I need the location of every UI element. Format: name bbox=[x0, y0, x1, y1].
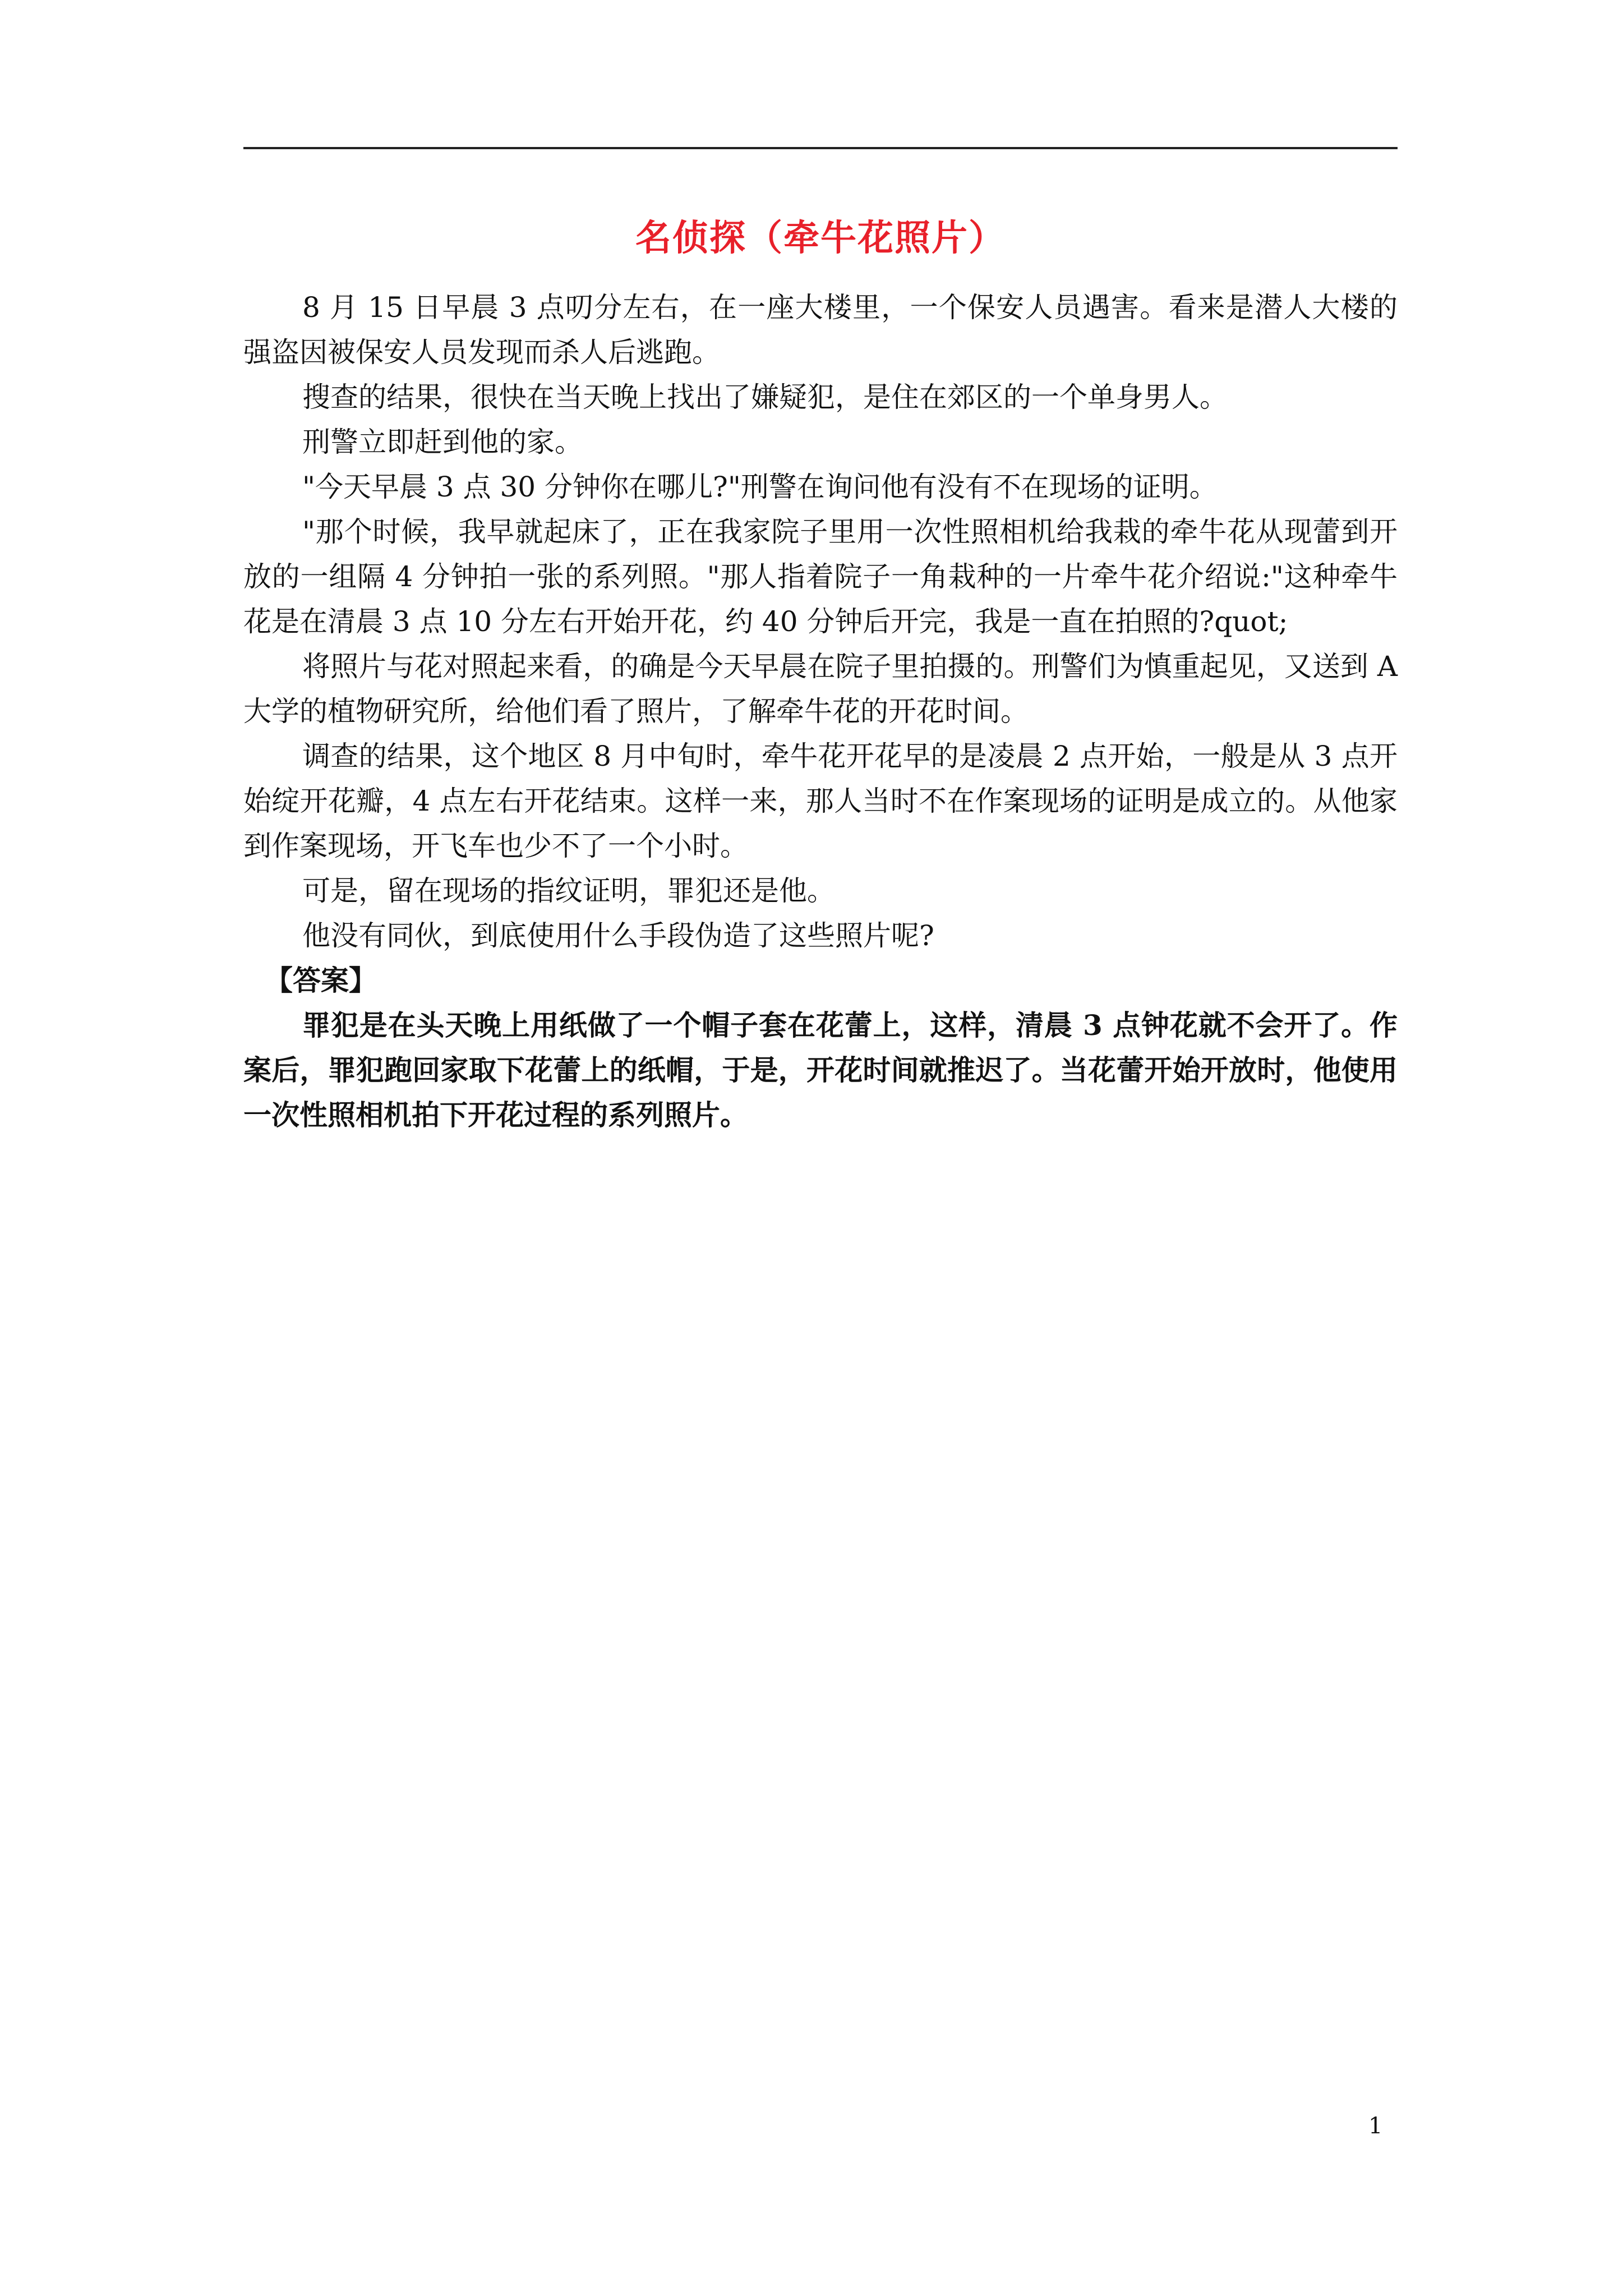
paragraph-7: 调查的结果，这个地区 8 月中旬时，牵牛花开花早的是凌晨 2 点开始，一般是从 3 点开始绽开花瓣，4 点左右开花结束。这样一来，那人当时不在作案现场的证明是成立的。从他家到作案现场，开飞车也少不了一个小时。 bbox=[243, 740, 1398, 862]
paragraph-6: 将照片与花对照起来看，的确是今天早晨在院子里拍摄的。刑警们为慎重起见，又送到 A 大学的植物研究所，给他们看了照片，了解牵牛花的开花时间。 bbox=[243, 650, 1398, 728]
paragraph-9: 他没有同伙，到底使用什么手段伪造了这些照片呢? bbox=[302, 919, 934, 952]
paragraph-3: 刑警立即赶到他的家。 bbox=[302, 426, 583, 458]
answer-text: 罪犯是在头天晚上用纸做了一个帽子套在花蕾上，这样，清晨 3 点钟花就不会开了。作案后，罪犯跑回家取下花蕾上的纸帽，于是，开花时间就推迟了。当花蕾开始开放时，他使用一次性照相机拍下开花过程的系列照片。 bbox=[243, 1009, 1398, 1131]
document-body bbox=[243, 285, 1398, 1138]
paragraph-2: 搜查的结果，很快在当天晚上找出了嫌疑犯，是住在郊区的一个单身男人。 bbox=[302, 381, 1228, 413]
header-rule bbox=[243, 147, 1398, 149]
paragraph-8: 可是，留在现场的指纹证明，罪犯还是他。 bbox=[302, 875, 835, 907]
paragraph-1: 8 月 15 日早晨 3 点叨分左右，在一座大楼里，一个保安人员遇害。看来是潜人大楼的强盗因被保安人员发现而杀人后逃跑。 bbox=[243, 291, 1398, 369]
answer-heading: 【答案】 bbox=[265, 964, 377, 997]
page-number: 1 bbox=[1368, 2113, 1383, 2139]
document-title: 名侦探（牵牛花照片） bbox=[635, 217, 1006, 259]
paragraph-5: "那个时候，我早就起床了，正在我家院子里用一次性照相机给我栽的牵牛花从现蕾到开放的一组隔 4 分钟拍一张的系列照。"那人指着院子一角栽种的一片牵牛花介绍说:"这种牵牛花是在清晨 3 点 10 分左右开始开花，约 40 分钟后开完，我是一直在拍照的?quot; bbox=[243, 516, 1398, 638]
paragraph-4: "今天早晨 3 点 30 分钟你在哪儿?"刑警在询问他有没有不在现场的证明。 bbox=[302, 471, 1218, 503]
